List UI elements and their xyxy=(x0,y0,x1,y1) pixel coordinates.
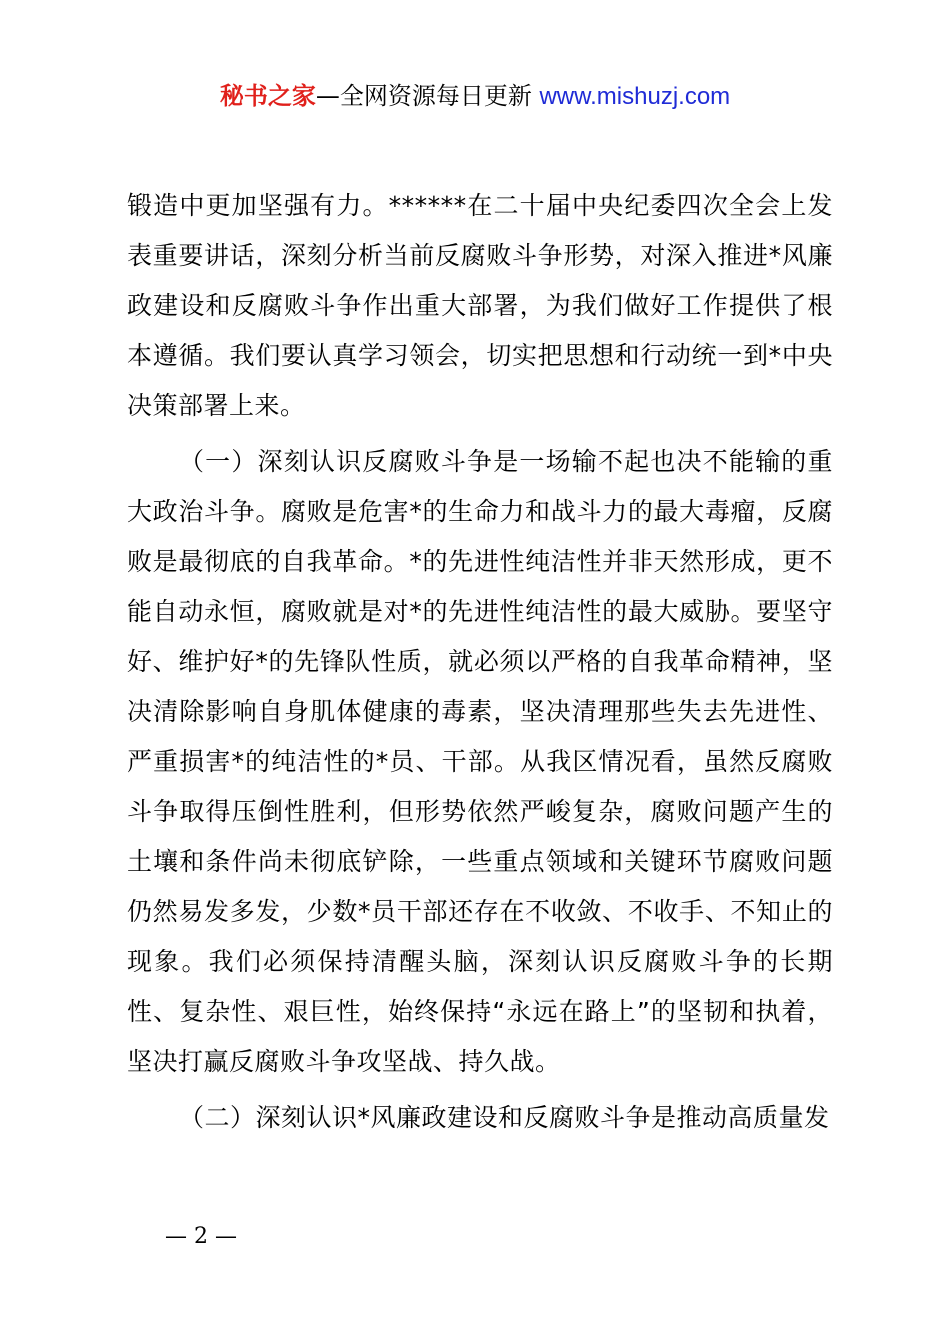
page-number: — 2 — xyxy=(165,1224,237,1249)
paragraph-section-two: （二）深刻认识*风廉政建设和反腐败斗争是推动高质量发 xyxy=(179,1103,830,1132)
header-brand: 秘书之家 xyxy=(219,82,316,110)
paragraph-section-one: （一）深刻认识反腐败斗争是一场输不起也决不能输的重大政治斗争。腐败是危害*的生命力和战斗力的最大毒瘤，反腐败是最彻底的自我革命。*的先进性纯洁性并非天然形成，更不能自动永恒，腐败就是对*的先进性纯洁性的最大威胁。要坚守好、维护好*的先锋队性质，就必须以严格的自我革命精神，坚决清除影响自身肌体健康的毒素，坚决清理那些失去先进性、严重损害*的纯洁性的*员、干部。从我区情况看，虽然反腐败斗争取得压倒性胜利，但形势依然严峻复杂，腐败问题产生的土壤和条件尚未彻底铲除，一些重点领域和关键环节腐败问题仍然易发多发，少数*员干部还存在不收敛、不收手、不知止的现象。我们必须保持清醒头脑，深刻认识反腐败斗争的长期性、复杂性、艰巨性，始终保持“永远在路上”的坚韧和执着，坚决打赢反腐败斗争攻坚战、持久战。 xyxy=(127,447,833,1076)
paragraph-continuation: 锻造中更加坚强有力。******在二十届中央纪委四次全会上发表重要讲话，深刻分析当前反腐败斗争形势，对深入推进*风廉政建设和反腐败斗争作出重大部署，为我们做好工作提供了根本遵循。我们要认真学习领会，切实把思想和行动统一到*中央决策部署上来。 xyxy=(127,191,833,420)
header-tagline: —全网资源每日更新 xyxy=(315,82,532,110)
document-body xyxy=(127,181,833,1143)
page-header xyxy=(0,78,950,115)
header-url[interactable]: www.mishuzj.com xyxy=(539,83,731,110)
